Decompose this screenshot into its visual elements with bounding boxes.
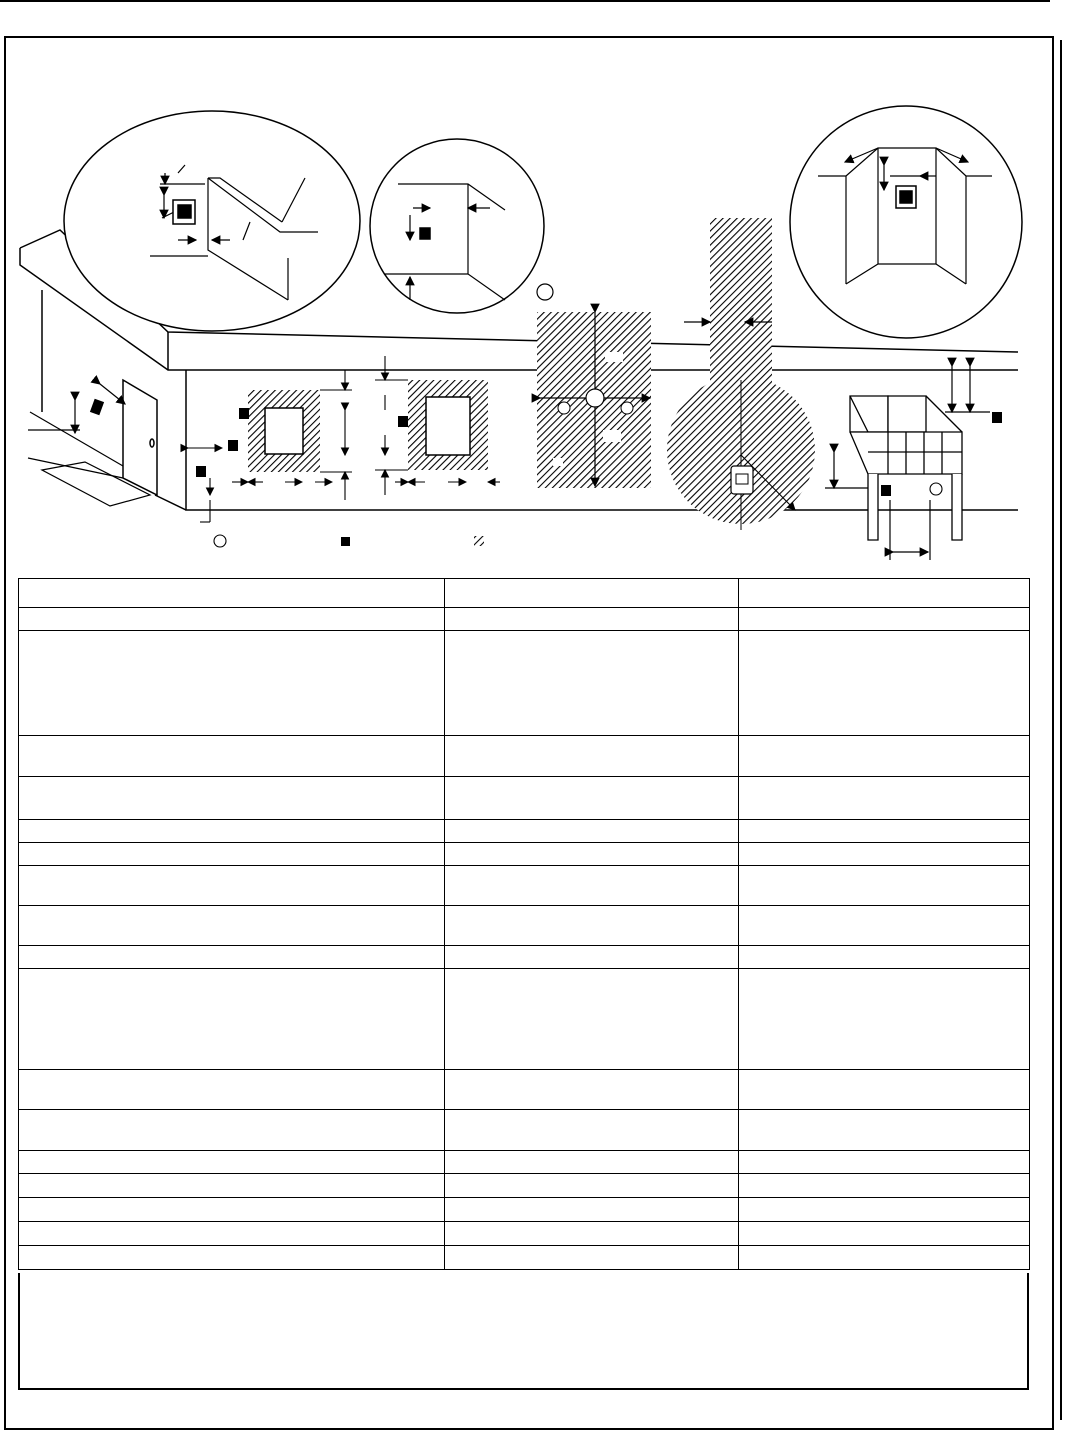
- table-cell: [19, 777, 445, 820]
- table-cell: [19, 843, 445, 866]
- table-cell: [445, 579, 739, 608]
- table-cell: [445, 906, 739, 946]
- table-cell: [19, 946, 445, 969]
- table-cell: [739, 1198, 1030, 1222]
- table-cell: [445, 946, 739, 969]
- table-cell: [739, 1174, 1030, 1198]
- table-cell: [739, 608, 1030, 631]
- table-header-row: [19, 579, 1030, 608]
- table-cell: [445, 820, 739, 843]
- table-row: [19, 736, 1030, 777]
- table-row: [19, 843, 1030, 866]
- table-cell: [19, 631, 445, 736]
- meter-zone: [667, 218, 815, 530]
- table-cell: [739, 777, 1030, 820]
- table-cell: [739, 866, 1030, 906]
- table-cell: [19, 906, 445, 946]
- table-cell: [19, 866, 445, 906]
- square-marker: [398, 416, 408, 427]
- table-row: [19, 866, 1030, 906]
- table-cell: [19, 1198, 445, 1222]
- table-cell: [445, 736, 739, 777]
- table-row: [19, 1222, 1030, 1246]
- table-row: [19, 820, 1030, 843]
- table-row: [19, 1174, 1030, 1198]
- table-cell: [739, 1151, 1030, 1174]
- table-row: [19, 946, 1030, 969]
- table-cell: [739, 736, 1030, 777]
- square-marker: [90, 399, 104, 416]
- table-cell: [739, 579, 1030, 608]
- square-marker: [881, 485, 891, 496]
- table-cell: [739, 1246, 1030, 1270]
- table-cell: [445, 1070, 739, 1110]
- clearance-table: [18, 578, 1030, 1270]
- table-row: [19, 1198, 1030, 1222]
- veranda: [850, 396, 962, 540]
- table-cell: [445, 1246, 739, 1270]
- table-row: [19, 608, 1030, 631]
- table-cell: [739, 631, 1030, 736]
- table-row: [19, 631, 1030, 736]
- table-cell: [445, 1110, 739, 1151]
- inset-corner: [370, 139, 544, 313]
- table-row: [19, 777, 1030, 820]
- table-cell: [445, 631, 739, 736]
- window-1: [248, 390, 320, 472]
- table-cell: [19, 736, 445, 777]
- table-cell: [19, 1070, 445, 1110]
- table-cell: [445, 1222, 739, 1246]
- legend-square-marker: [341, 537, 350, 546]
- table-cell: [445, 969, 739, 1070]
- legend-hatch-marker: [474, 536, 484, 546]
- table-cell: [445, 1198, 739, 1222]
- table-cell: [19, 969, 445, 1070]
- table-row: [19, 1246, 1030, 1270]
- table-row: [19, 969, 1030, 1070]
- table-cell: [19, 1151, 445, 1174]
- table-cell: [445, 608, 739, 631]
- table-cell: [445, 1151, 739, 1174]
- clearance-diagram: [0, 0, 1065, 575]
- table-footnote-box: [18, 1273, 1029, 1390]
- inset-recess: [790, 106, 1022, 338]
- door: [123, 380, 157, 495]
- table-cell: [19, 820, 445, 843]
- table-cell: [445, 843, 739, 866]
- table-cell: [19, 1246, 445, 1270]
- table-cell: [19, 1174, 445, 1198]
- table-cell: [445, 1174, 739, 1198]
- table-cell: [19, 579, 445, 608]
- table-cell: [739, 1070, 1030, 1110]
- table-cell: [739, 1222, 1030, 1246]
- window-2: [408, 380, 488, 470]
- table-cell: [739, 843, 1030, 866]
- table-cell: [19, 1222, 445, 1246]
- table-row: [19, 1110, 1030, 1151]
- table-row: [19, 1070, 1030, 1110]
- square-marker: [992, 412, 1002, 423]
- square-marker: [196, 466, 206, 477]
- table-cell: [19, 608, 445, 631]
- vent-column: [537, 284, 651, 488]
- table-cell: [445, 777, 739, 820]
- circle-marker: [930, 483, 942, 495]
- table-cell: [739, 906, 1030, 946]
- table-cell: [739, 946, 1030, 969]
- table-cell: [19, 1110, 445, 1151]
- table-cell: [445, 866, 739, 906]
- table-cell: [739, 1110, 1030, 1151]
- table-row: [19, 1151, 1030, 1174]
- inset-eave: [64, 111, 360, 331]
- legend: [214, 535, 484, 547]
- square-marker: [228, 440, 238, 451]
- table-row: [19, 906, 1030, 946]
- square-marker: [239, 408, 249, 419]
- table-cell: [739, 969, 1030, 1070]
- table-cell: [739, 820, 1030, 843]
- legend-circle-marker: [214, 535, 226, 547]
